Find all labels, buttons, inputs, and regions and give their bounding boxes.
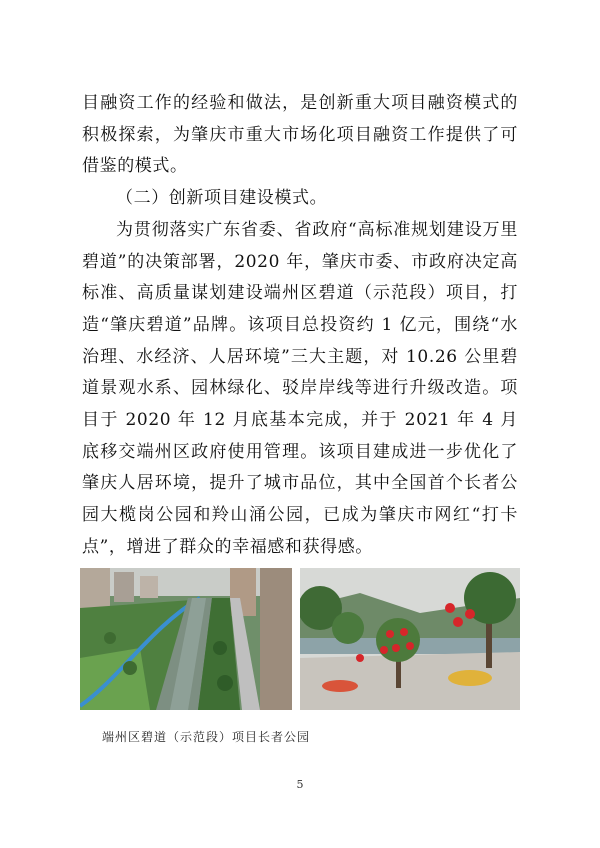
page-number: 5	[296, 778, 304, 791]
paragraph-continued: 目融资工作的经验和做法，是创新重大项目融资模式的积极探索，为肇庆市重大市场化项目融资工作提供了可借鉴的模式。	[82, 93, 518, 177]
section-heading: （二）创新项目建设模式。	[116, 188, 328, 209]
elder-park-photo	[300, 568, 520, 710]
figure-caption: 端州区碧道（示范段）项目长者公园	[102, 730, 311, 744]
greenway-aerial-photo	[80, 568, 292, 710]
body-text	[82, 88, 518, 564]
paragraph-greenway: 为贯彻落实广东省委、省政府“高标准规划建设万里碧道”的决策部署，2020 年，肇庆市委、市政府决定高标准、高质量谋划建设端州区碧道（示范段）项目，打造“肇庆碧道”品牌。该项目总投资约 1 亿元，围绕“水治理、水经济、人居环境”三大主题，对 10.26 公里碧道景观水系、园林绿化、驳岸岸线等进行升级改造。项目于 2020 年 12 月底基本完成，并于 2021 年 4 月底移交端州区政府使用管理。该项目建成进一步优化了肇庆人居环境，提升了城市品位，其中全国首个长者公园大榄岗公园和羚山涌公园，已成为肇庆市网红“打卡点”，增进了群众的幸福感和获得感。	[82, 219, 518, 557]
